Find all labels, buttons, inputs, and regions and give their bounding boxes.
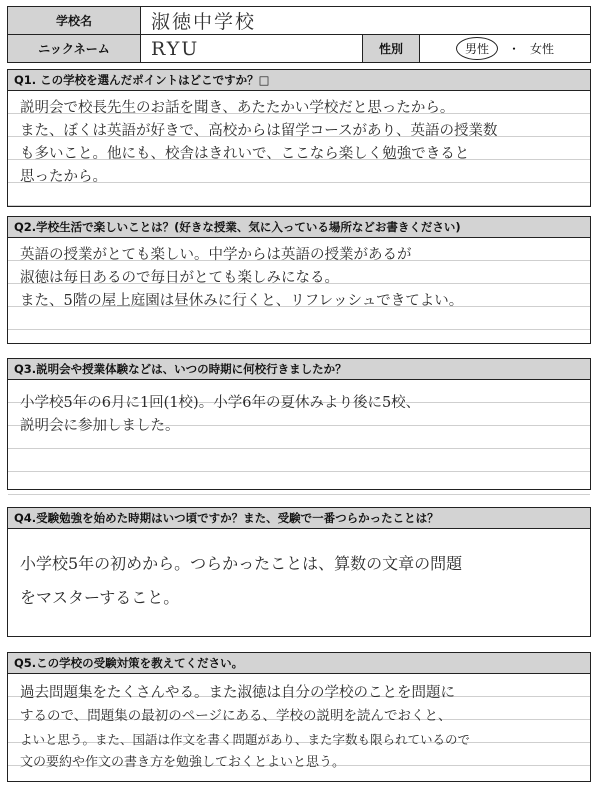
answer-line: も多いこと。他にも、校舎はきれいで、ここなら楽しく勉強できると <box>20 146 470 162</box>
question-3-answer <box>8 380 590 496</box>
answer-line: 文の要約や作文の書き方を勉強しておくとよいと思う。 <box>20 755 346 770</box>
answer-line: また、ぼくは英語が好きで、高校からは留学コースがあり、英語の授業数 <box>20 123 498 139</box>
school-row <box>8 7 590 34</box>
school-label: 学校名 <box>8 7 141 34</box>
question-4 <box>7 507 591 637</box>
sex-female: 女性 <box>530 42 555 56</box>
answer-line: をマスターすること。 <box>20 588 180 607</box>
question-1-answer <box>8 91 590 207</box>
question-2 <box>7 216 591 344</box>
sex-label: 性別 <box>362 35 420 62</box>
answer-line: 説明会に参加しました。 <box>20 418 180 434</box>
nickname-label: ニックネーム <box>8 35 141 62</box>
question-5-answer <box>8 674 590 784</box>
answer-line: 英語の授業がとても楽しい。中学からは英語の授業があるが <box>20 247 412 263</box>
sex-separator: ・ <box>507 42 520 56</box>
answer-line: また、5階の屋上庭園は昼休みに行くと、リフレッシュできてよい。 <box>20 293 464 309</box>
school-value: 淑徳中学校 <box>151 11 257 33</box>
question-3-title: Q3.説明会や授業体験などは、いつの時期に何校行きましたか？ <box>8 359 590 380</box>
question-1-title: Q1. この学校を選んだポイントはどこですか？□ <box>8 70 590 91</box>
answer-line: 思ったから。 <box>20 169 107 185</box>
question-2-answer <box>8 238 590 344</box>
question-5-title: Q5.この学校の受験対策を教えてください。 <box>8 653 590 674</box>
sex-options <box>420 35 590 62</box>
answer-line: 小学校5年の6月に1回(1校)。小学6年の夏休みより後に5校、 <box>20 395 421 411</box>
answer-line: よいと思う。また、国語は作文を書く問題があり、また字数も限られているので <box>20 732 471 747</box>
question-2-title: Q2.学校生活で楽しいことは？(好きな授業、気に入っている場所などお書きください) <box>8 217 590 238</box>
question-4-answer <box>8 529 590 649</box>
question-3 <box>7 358 591 490</box>
answer-line: 淑徳は毎日あるので毎日がとても楽しみになる。 <box>20 270 339 286</box>
sex-male-selected: 男性 <box>456 37 498 60</box>
nickname-row <box>8 34 590 62</box>
answer-line: 説明会で校長先生のお話を聞き、あたたかい学校だと思ったから。 <box>20 100 455 116</box>
answer-line: 過去問題集をたくさんやる。また淑徳は自分の学校のことを問題に <box>20 685 455 701</box>
profile-header <box>7 6 591 63</box>
answer-line: するので、問題集の最初のページにある、学校の説明を読んでおくと、 <box>20 708 452 724</box>
question-5 <box>7 652 591 782</box>
question-4-title: Q4.受験勉強を始めた時期はいつ頃ですか？また、受験で一番つらかったことは？ <box>8 508 590 529</box>
nickname-value: RYU <box>151 37 200 60</box>
answer-line: 小学校5年の初めから。つらかったことは、算数の文章の問題 <box>20 554 463 573</box>
question-1 <box>7 69 591 207</box>
